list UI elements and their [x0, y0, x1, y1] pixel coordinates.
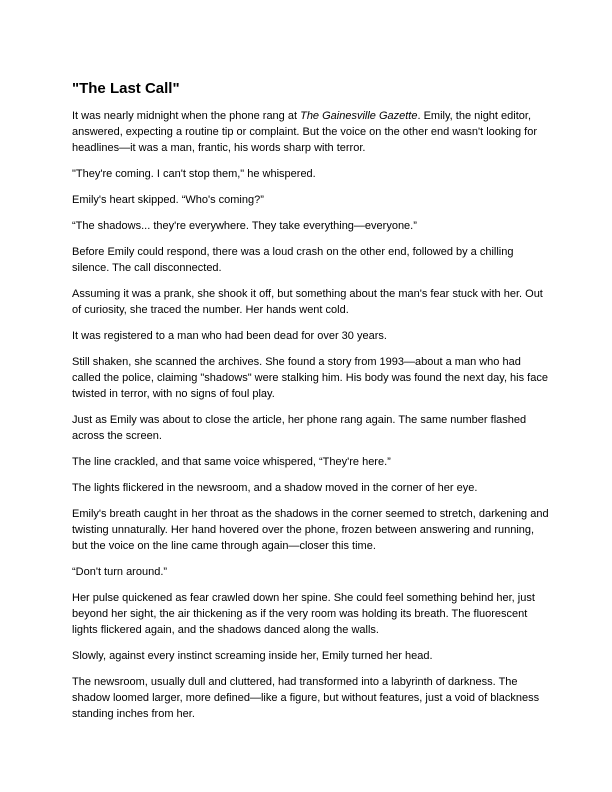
- paragraph: The lights flickered in the newsroom, and a shadow moved in the corner of her eye.: [72, 482, 478, 494]
- paragraph: “The shadows... they're everywhere. They take everything—everyone.”: [72, 220, 417, 232]
- paragraph: "They're coming. I can't stop them," he whispered.: [72, 168, 316, 180]
- paragraph: The line crackled, and that same voice whispered, “They're here.”: [72, 456, 391, 468]
- paragraph: Emily's breath caught in her throat as the shadows in the corner seemed to stretch, darkening and twisting unnaturally. Her hand hovered over the phone, frozen between answering and running, but the voice on the line came through again—closer this time.: [72, 508, 549, 552]
- paragraph: Just as Emily was about to close the article, her phone rang again. The same number flashed across the screen.: [72, 414, 527, 442]
- paragraph: Before Emily could respond, there was a loud crash on the other end, followed by a chilling silence. The call disconnected.: [72, 246, 514, 274]
- paragraph: Emily's heart skipped. “Who's coming?”: [72, 194, 264, 206]
- paragraph: Still shaken, she scanned the archives. She found a story from 1993—about a man who had called the police, claiming "shadows" were stalking him. His body was found the next day, his face twisted in terror, with no signs of foul play.: [72, 356, 548, 400]
- paragraph: “Don't turn around.”: [72, 566, 168, 578]
- paragraph: It was registered to a man who had been dead for over 30 years.: [72, 330, 387, 342]
- document-page: [72, 80, 552, 732]
- publication-name: The Gainesville Gazette: [300, 110, 418, 122]
- paragraph-intro: [72, 108, 552, 156]
- paragraph: Assuming it was a prank, she shook it off, but something about the man's fear stuck with her. Out of curiosity, she traced the number. Her hands went cold.: [72, 288, 543, 316]
- document-title: "The Last Call": [72, 80, 180, 97]
- intro-text-start: It was nearly midnight when the phone rang at: [72, 110, 301, 122]
- intro-text-end: . Emily, the night editor, answered, expecting a routine tip or complaint. But the voice on the other end wasn't looking for headlines—it was a man, frantic, his words sharp with terror.: [72, 110, 537, 154]
- paragraph: Her pulse quickened as fear crawled down her spine. She could feel something behind her, just beyond her sight, the air thickening as if the very room was holding its breath. The fluorescent lights flickered again, and the shadows danced along the walls.: [72, 592, 535, 636]
- paragraph: Slowly, against every instinct screaming inside her, Emily turned her head.: [72, 650, 433, 662]
- paragraph: The newsroom, usually dull and cluttered, had transformed into a labyrinth of darkness. The shadow loomed larger, more defined—like a figure, but without features, just a void of blackness standing inches from her.: [72, 676, 540, 720]
